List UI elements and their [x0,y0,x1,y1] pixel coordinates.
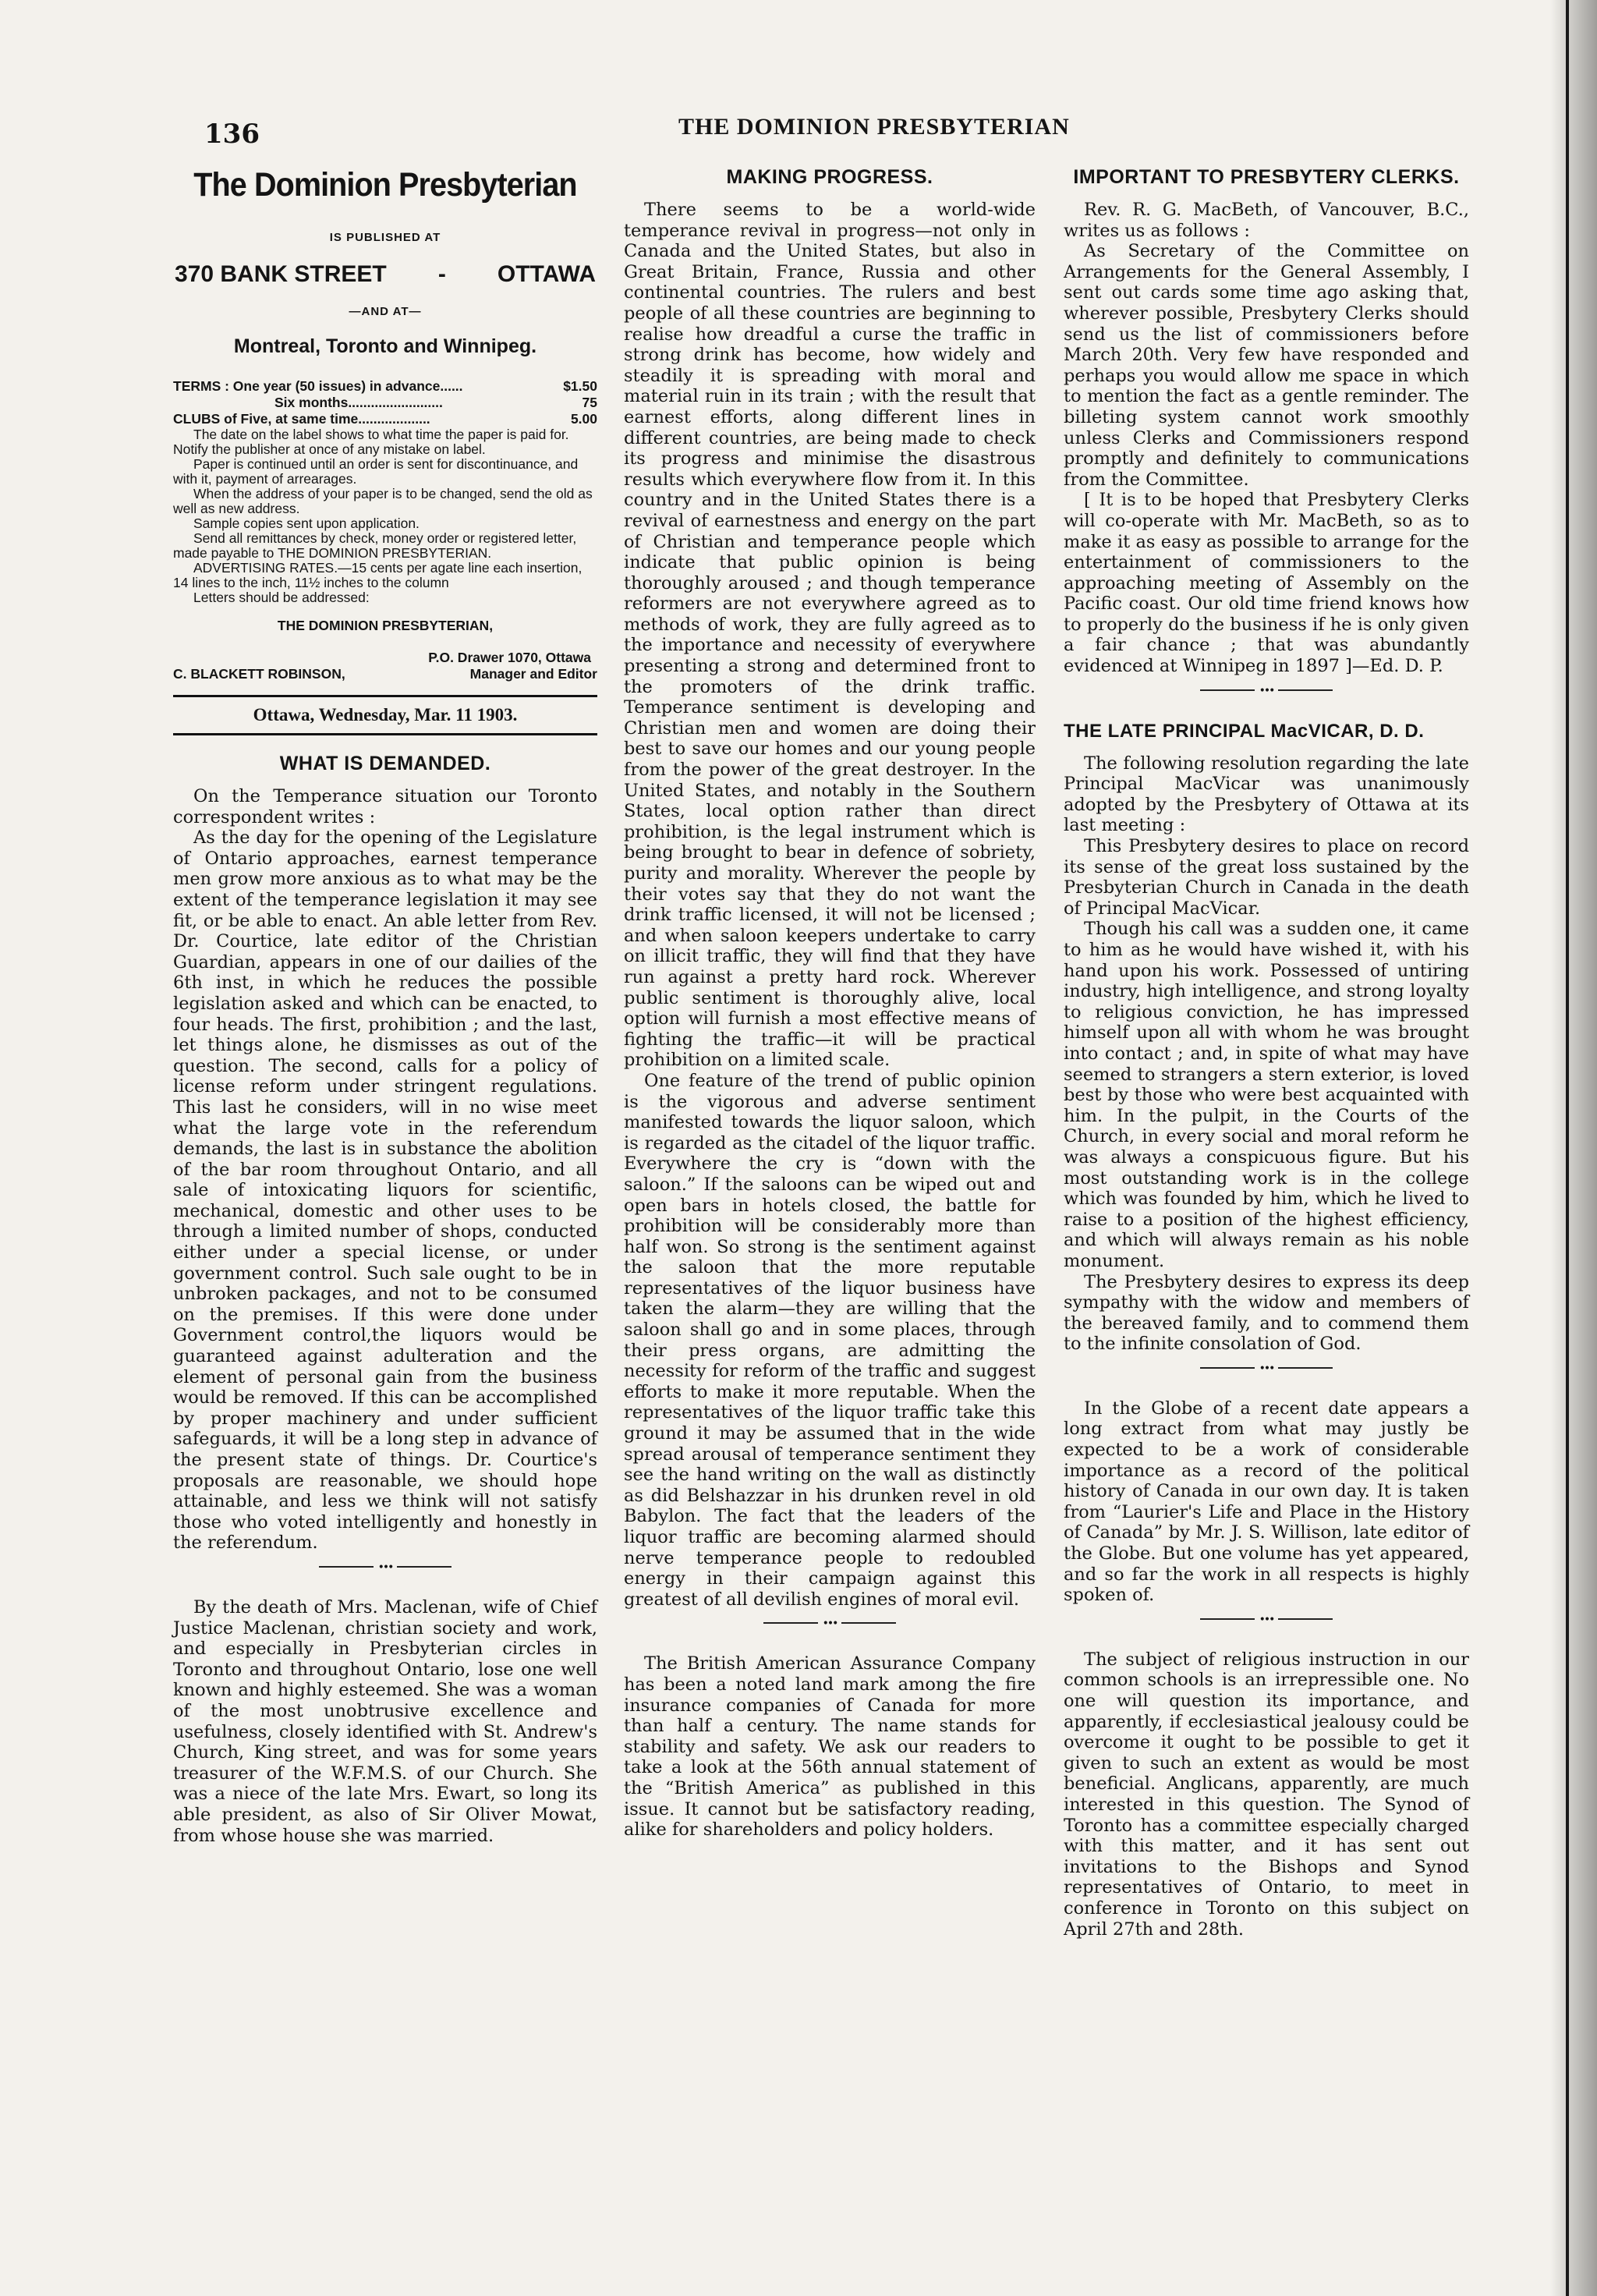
masthead-title: The Dominion Presbyterian [193,166,577,204]
notice: Sample copies sent upon application. [193,516,420,531]
paragraph: In the Globe of a recent date appears a long extract from what may justly be expected to be a work of considerable importance as a record of the political history of Canada in our own day. It is taken from “Laurier's Life and Place in the History of Canada” by Mr. J. S. Willison, late editor of the Globe. But one volume has yet appeared, and so far the work in all respects is highly spoken of. [1064,1398,1469,1606]
paragraph: Though his call was a sudden one, it came to him as he would have wished it, with his hand upon his work. Possessed of untiring industry, high intelligence, and strong loyalty to religious conviction, he has impressed himself upon all with whom he was brought into contact ; and, in spite of what may have seemed to strangers a stern exterior, is loved best by those who were best acquainted with him. In the pulpit, in the Courts of the Church, in every social and moral reform he was always a conspicuous figure. But his most outstanding work is in the college which was founded by him, which he lived to raise to a position of the highest efficiency, and which will always remain as his noble monument. [1064,919,1469,1271]
advertising-rates: ADVERTISING RATES.—15 cents per agate line each insertion, 14 lines to the inch, 11½ inches to the column [173,560,582,590]
po-box: P.O. Drawer 1070, Ottawa [428,650,591,665]
column-1 [173,160,597,1846]
terms-row [173,378,597,395]
masthead-city: OTTAWA [497,261,596,287]
paragraph: The subject of religious instruction in our common schools is an irrepressible one. No one will question its importance, and apparently, if ecclesiastical jealousy could be overcome it ought to be possible to get it given to such an extent as would be most beneficial. Anglicans, apparently, are much interested in this question. The Synod of Toronto has a committee especially charged with this matter, and it has sent out invitations to the Bishops and Synod representatives of Ontario, to meet in conference in Toronto on this subject on April 27th and 28th. [1064,1649,1469,1940]
article-heading: MAKING PROGRESS. [726,166,933,188]
separator-glyph: ••• [1255,687,1279,695]
masthead-street: 370 BANK STREET [175,261,387,287]
dateline: Ottawa, Wednesday, Mar. 11 1903. [173,695,597,735]
article-heading: IMPORTANT TO PRESBYTERY CLERKS. [1073,166,1460,188]
six-months-label: Six months......................... [274,395,443,410]
masthead-address [173,261,597,288]
manager-name: C. BLACKETT ROBINSON, [173,666,345,682]
paragraph: This Presbytery desires to place on record its sense of the great loss sustained by the Presbyterian Church in Canada in the death of Principal MacVicar. [1064,836,1469,919]
column-2 [624,160,1036,1841]
paragraph: The British American Assurance Company has been a noted land mark among the fire insurance companies of Canada for more than half a century. The name stands for stability and safety. We ask our readers to take a look at the 56th annual statement of the “British America” as published in this issue. It cannot but be satisfactory reading, alike for shareholders and policy holders. [624,1653,1036,1841]
separator-glyph: ••• [374,1564,398,1571]
article-body [1064,753,1469,1940]
manager-title: Manager and Editor [469,666,597,682]
paragraph: The Presbytery desires to express its deep sympathy with the widow and members of the bereaved family, and to commend them to the infinite consolation of God. [1064,1271,1469,1355]
addressee: THE DOMINION PRESBYTERIAN, [277,618,494,633]
clubs-row [173,411,597,427]
paragraph: On the Temperance situation our Toronto correspondent writes : [173,786,597,827]
separator-glyph: ••• [818,1620,842,1628]
paragraph: The following resolution regarding the late Principal MacVicar was unanimously adopted by the Presbytery of Ottawa at its last meeting : [1064,753,1469,836]
notice: The date on the label shows to what time the paper is paid for. Notify the publisher at once of any mistake on label. [173,427,569,457]
masthead [173,166,597,735]
clubs-label: CLUBS of Five, at same time................... [173,411,430,427]
paragraph: As the day for the opening of the Legislature of Ontario approaches, earnest temperance men grow more anxious as to what may be the extent of the temperance legislation it may see fit, or be able to enact. An able letter from Rev. Dr. Courtice, late editor of the Christian Guardian, appears in one of our dailies of the 6th inst, in which he reduces the possible legislation asked and which can be enacted, to four heads. The first, prohibition ; and the last, let things alone, he dismisses as out of the question. The second, calls for a policy of license reform under stringent regulations. This last he considers, will in no wise meet what the large vote in the referendum demands, the last is in substance the abolition of the bar room throughout Ontario, and all sale of intoxicating liquors for scientific, mechanical, domestic and other uses to be through a limited number of shops, conducted either under a special license, or under government control. Such sale ought to be in unbroken packages, and not to be consumed on the premises. If this were done under Government control,the liquors would be guaranteed against adulteration and the element of personal gain from the business would be removed. If this can be accomplished by proper machinery and under sufficient safeguards, it will be a long step in advance of the present state of things. Dr. Courtice's proposals are reasonable, we should hope attainable, and less we think will not satisfy those who voted intelligently and honestly in the referendum. [173,827,597,1554]
subscription-terms [173,378,597,605]
masthead-and-at: —AND AT— [349,305,422,318]
paragraph: [ It is to be hoped that Presbytery Clerks will co-operate with Mr. MacBeth, so as to make it as easy as possible to arrange for the entertainment of commissioners to the approaching meeting of Assembly on the Pacific coast. Our old time friend knows how to properly do the business if he is only given a fair chance ; that was abundantly evidenced at Winnipeg in 1897 ]—Ed. D. P. [1064,490,1469,677]
page-edge-border [1566,0,1569,2296]
separator-rule [1200,1613,1333,1628]
paragraph: By the death of Mrs. Maclenan, wife of Chief Justice Maclenan, christian society and work, and especially in Presbyterian circles in Toronto and throughout Ontario, lose one well known and highly esteemed. She was a woman of the most unobtrusive excellence and usefulness, closely identified with St. Andrew's Church, King street, and was for some years treasurer of the W.F.M.S. of our Church. She was a niece of the late Mrs. Ewart, so long its able president, as also of Sir Oliver Mowat, from whose house she was married. [173,1596,597,1846]
page-number: 136 [204,119,260,150]
masthead-cities: Montreal, Toronto and Winnipeg. [233,335,537,357]
masthead-published-at: IS PUBLISHED AT [329,231,441,244]
notice: Paper is continued until an order is sent for discontinuance, and with it, payment of arrearages. [173,456,579,487]
article-heading: THE LATE PRINCIPAL MacVICAR, D. D. [1064,720,1425,742]
terms-price: $1.50 [563,378,597,394]
article-body [1064,200,1469,677]
page-edge-shadow [1550,0,1597,2296]
separator-glyph: ••• [1255,1365,1279,1373]
paragraph: As Secretary of the Committee on Arrangements for the General Assembly, I sent out cards some time ago asking that, wherever possible, Presbytery Clerks should send us the list of commissioners before March 20th. Very few have responded and perhaps you would allow me space in which to mention the fact as a gentle reminder. The billeting system cannot work smoothly unless Clerks and Commissioners respond promptly and definitely to communications from the Committee. [1064,241,1469,490]
mailing-address [173,618,597,682]
article-heading: WHAT IS DEMANDED. [279,753,491,774]
separator-rule [763,1617,896,1632]
paragraph: There seems to be a world-wide temperance revival in progress—not only in Canada and the United States, but also in Great Britain, France, Russia and other continental countries. The rulers and best people of all these countries are beginning to realise how dreadful a curse the traffic in strong drink has become, how widely and steadily it is spreading with moral and material ruin in its train ; with the result that earnest efforts, along different lines in different countries, are being made to check its progress and minimise the disastrous results which everywhere flow from it. In this country and in the United States there is a revival of earnestness and energy on the part of Christian and temperance people which indicate that public opinion is being thoroughly aroused ; and though temperance reformers are not everywhere agreed as to methods of work, they are fully agreed as to the importance and necessity of everywhere presenting a strong and determined front to the promoters of the drink traffic. Temperance sentiment is developing and Christian men and women are doing their best to save our homes and our young people from the power of the great destroyer. In the United States, and notably in the Southern States, local option rather than direct prohibition, is the legal instrument which is being brought to bear in defence of sobriety, purity and morality. Wherever the people by their votes say that they do not want the drink traffic licensed, it will not be licensed ; and when saloon keepers undertake to carry on illicit traffic, they will find that they have run against a pretty hard rock. Wherever public sentiment is thoroughly alive, local option will furnish a most effective means of fighting the traffic—it will be practical prohibition on a limited scale. [624,200,1036,1071]
column-3 [1064,160,1469,1940]
manager-line [173,666,597,682]
separator-rule [1200,1362,1333,1377]
paragraph: Rev. R. G. MacBeth, of Vancouver, B.C., writes us as follows : [1064,200,1469,241]
masthead-dash: - [437,261,446,287]
terms-label: TERMS : One year (50 issues) in advance...... [173,378,463,394]
paragraph: One feature of the trend of public opinion is the vigorous and adverse sentiment manifested towards the liquor saloon, which is regarded as the citadel of the liquor traffic. Everywhere the cry is “down with the saloon.” If the saloons can be wiped out and open bars in hotels closed, the battle for prohibition will be considerably more than half won. So strong is the sentiment against the saloon that the more reputable representatives of the liquor business have taken the alarm—they are willing that the saloon shall go and in some places, through their press organs, are admitting the necessity for reform of the traffic and suggest efforts to make it more reputable. When the representatives of the liquor traffic take this ground it may be assumed that in the wide spread arousal of temperance sentiment they see the hand writing on the wall as distinctly as did Belshazzar in his drunken revel in old Babylon. The fact that the leaders of the liquor traffic are becoming alarmed should nerve temperance people to redoubled energy in their campaign against this greatest of all devilish engines of moral evil. [624,1070,1036,1610]
notice: When the address of your paper is to be changed, send the old as well as new address. [173,486,593,516]
notice: Send all remittances by check, money order or registered letter, made payable to THE DOMINION PRESBYTERIAN. [173,530,577,561]
separator-rule [1200,684,1333,699]
article-body [173,786,597,1846]
article-body [624,200,1036,1841]
six-months-row [173,395,597,411]
running-title: THE DOMINION PRESBYTERIAN [678,114,1070,140]
six-months-price: 75 [582,395,597,410]
separator-glyph: ••• [1255,1616,1279,1624]
letters-note: Letters should be addressed: [193,590,370,605]
clubs-price: 5.00 [570,411,597,427]
separator-rule [319,1561,451,1575]
